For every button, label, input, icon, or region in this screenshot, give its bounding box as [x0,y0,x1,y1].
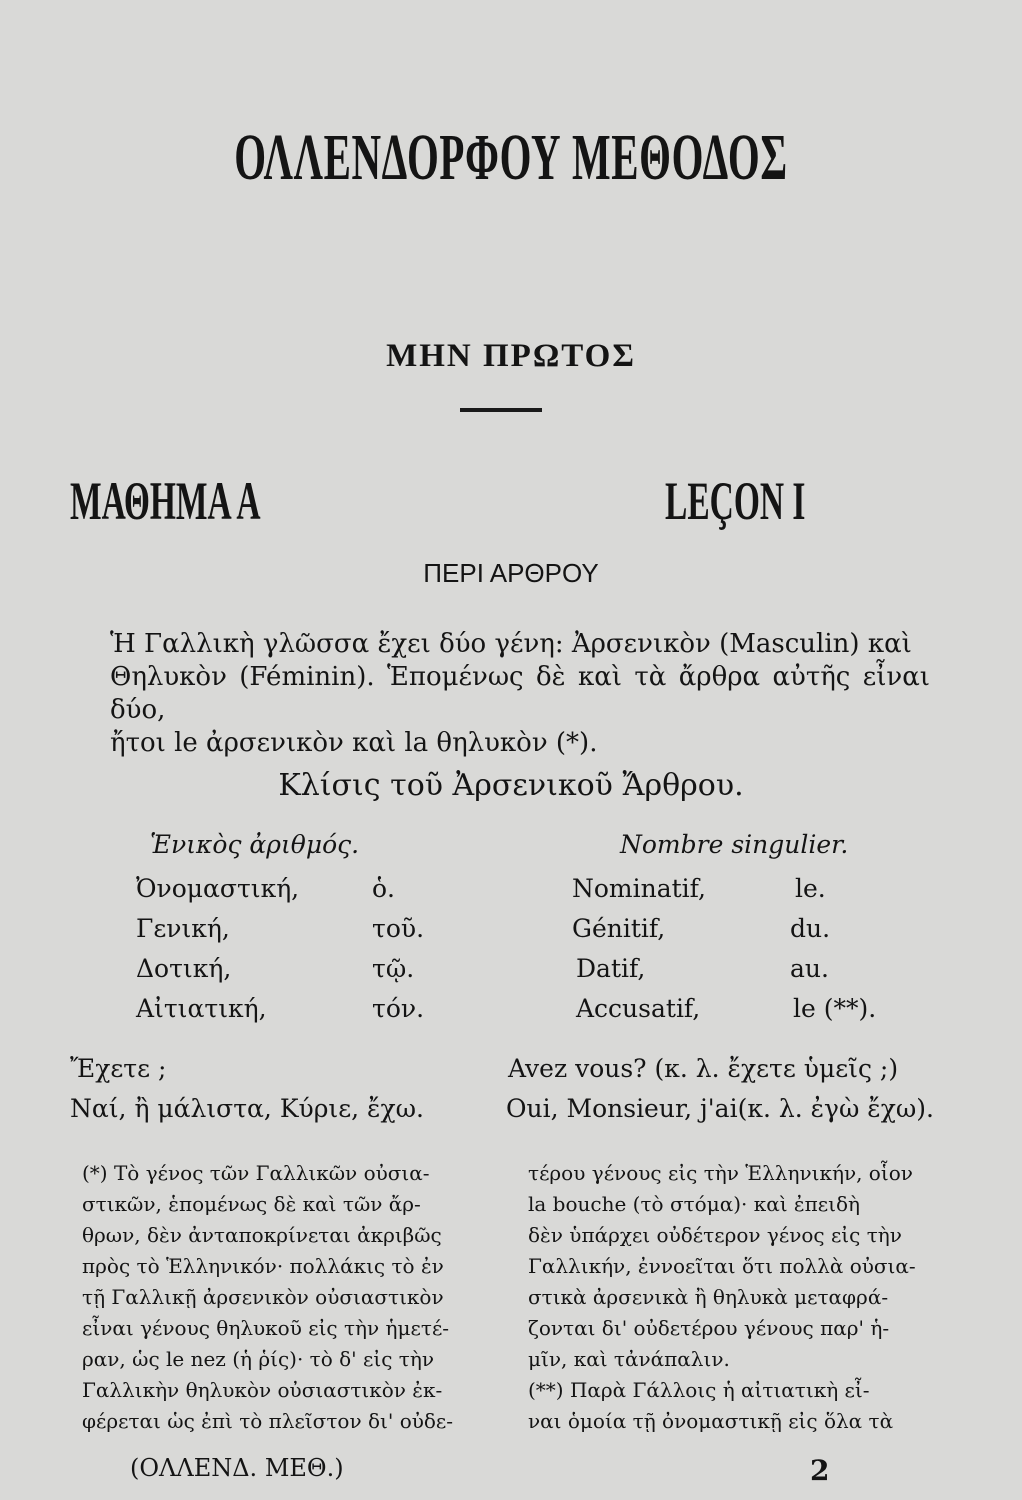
footnote-line: μῖν, καὶ τἀνάπαλιν. [528,1347,730,1371]
french-column-header: Nombre singulier. [620,830,849,859]
greek-article: τῷ. [372,954,415,983]
intro-line: Θηλυκὸν (Féminin). Ἑπομένως δὲ καὶ τὰ ἄρθρα αὐτῆς εἶναι δύο, [110,662,930,725]
footnote-line: la bouche (τὸ στόμα)· καὶ ἐπειδὴ [528,1192,861,1216]
footnote-line: πρὸς τὸ Ἑλληνικόν· πολλάκις τὸ ἐν [82,1254,444,1278]
part-subtitle: ΜΗΝ ΠΡΩΤΟΣ [386,338,636,374]
footnote-line: Γαλλικὴν θηλυκὸν οὐσιαστικὸν ἐκ- [82,1378,443,1402]
greek-case: Αἰτιατική, [136,994,267,1023]
printer-signature: (ΟΛΛΕΝΔ. ΜΕΘ.) [130,1454,344,1482]
footnote-line: ναι ὁμοία τῇ ὀνομαστικῇ εἰς ὅλα τὰ [528,1409,894,1433]
dialogue-answer-french: Oui, Monsieur, j'ai(κ. λ. ἐγὼ ἔχω). [506,1094,934,1123]
page-number: 2 [810,1454,830,1487]
greek-article: τόν. [372,994,425,1023]
declension-title: Κλίσις τοῦ Ἀρσενικοῦ Ἄρθρου. [278,768,744,803]
lesson-heading-greek: ΜΑΘΗΜΑ Α [70,471,261,531]
footnote-line: εἶναι γένους θηλυκοῦ εἰς τὴν ἡμετέ- [82,1316,450,1340]
footnote-line: στικῶν, ἑπομένως δὲ καὶ τῶν ἄρ- [82,1192,421,1216]
french-case: Génitif, [572,914,666,943]
footnote-line: ζονται δι' οὐδετέρου γένους παρ' ἡ- [528,1316,890,1340]
footnote-line: (**) Παρὰ Γάλλοις ἡ αἰτιατικὴ εἶ- [528,1378,870,1402]
french-case: Nominatif, [572,874,706,903]
french-article: au. [790,954,829,983]
intro-line: Ἡ Γαλλικὴ γλῶσσα ἔχει δύο γένη: Ἀρσενικὸν (Masculin) καὶ [110,629,912,659]
footnote-line: ραν, ὡς le nez (ἡ ῥίς)· τὸ δ' εἰς τὴν [82,1347,434,1371]
dialogue-question-french: Avez vous? (κ. λ. ἔχετε ὑμεῖς ;) [508,1054,899,1083]
french-article: le. [795,874,826,903]
greek-article: ὁ. [372,874,395,903]
footnote-line: Γαλλικήν, ἐννοεῖται ὅτι πολλὰ οὐσια- [528,1254,916,1278]
greek-case: Ὀνομαστική, [136,874,300,903]
french-article: du. [790,914,831,943]
footnote-line: τέρου γένους εἰς τὴν Ἑλληνικήν, οἷον [528,1161,913,1185]
greek-case: Γενική, [136,914,230,943]
footnote-line: δὲν ὑπάρχει οὐδέτερον γένος εἰς τὴν [528,1223,902,1247]
greek-article: τοῦ. [372,914,425,943]
footnote-left-column [82,1158,492,1437]
french-article: le (**). [793,994,877,1023]
footnote-line: φέρεται ὡς ἐπὶ τὸ πλεῖστον δι' οὐδε- [82,1409,454,1433]
dialogue-answer-greek: Ναί, ἢ μάλιστα, Κύριε, ἔχω. [70,1094,424,1123]
footnote-line: (*) Τὸ γένος τῶν Γαλλικῶν οὐσια- [82,1161,430,1185]
page-title: ΟΛΛΕΝΔΟΡΦΟΥ ΜΕΘΟΔΟΣ [234,121,788,194]
lesson-heading-french: LEÇON I [665,471,806,531]
footnote-line: θρων, δὲν ἀνταποκρίνεται ἀκριβῶς [82,1223,442,1247]
greek-column-header: Ἑνικὸς ἀριθμός. [150,830,360,859]
intro-line: ἤτοι le ἀρσενικὸν καὶ la θηλυκὸν (*). [110,728,598,758]
footnote-line: στικὰ ἀρσενικὰ ἢ θηλυκὰ μεταφρά- [528,1285,889,1309]
footnote-right-column [528,1158,926,1437]
section-heading: ΠΕΡΙ ΑΡΘΡΟΥ [423,558,599,588]
dialogue-question-greek: Ἔχετε ; [70,1054,167,1083]
greek-case: Δοτική, [136,954,232,983]
footnote-line: τῇ Γαλλικῇ ἀρσενικὸν οὐσιαστικὸν [82,1285,444,1309]
french-case: Accusatif, [576,994,701,1023]
french-case: Datif, [576,954,646,983]
